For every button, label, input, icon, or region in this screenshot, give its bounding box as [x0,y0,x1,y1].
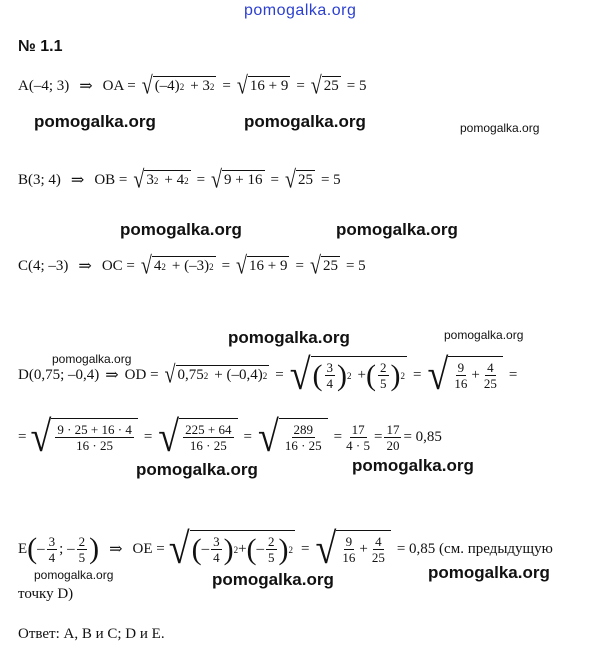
radical-sign: √ [141,72,153,100]
term: (–4) [154,78,180,94]
line-d [18,350,518,400]
paren: ( [191,532,202,566]
sqrt-c1 [140,252,216,280]
denominator: 4 [48,549,56,565]
numerator: 17 [351,421,365,437]
watermark[interactable]: pomogalka.org [460,121,540,135]
radical-sign: √ [284,166,296,194]
problem-number: № 1.1 [18,38,63,55]
equals: = [373,428,383,445]
line-b [18,166,341,194]
watermark[interactable]: pomogalka.org [444,328,524,342]
denominator: 4 [213,550,220,565]
sqrt-d1 [164,361,270,389]
ob-label: OB = [94,171,128,188]
watermark[interactable]: pomogalka.org [228,328,350,347]
separator: ; – [59,540,75,557]
equals: = [295,257,304,274]
implies-arrow: ⇒ [109,541,123,558]
watermark[interactable]: pomogalka.org [120,220,242,239]
denominator: 25 [371,550,385,565]
equals: = [508,366,518,383]
answer: Ответ: A, B и C; D и E. [18,626,165,642]
plus: + [471,367,480,383]
result: = 5 [346,77,367,94]
numerator: 17 [386,421,400,437]
radical-sign: √ [310,72,322,100]
radical-sign: √ [309,252,321,280]
exponent: 2 [184,175,189,186]
equals: = [221,257,231,274]
term: 16 + 9 [249,258,288,274]
implies-arrow: ⇒ [70,172,85,189]
term: + (–3) [171,258,210,274]
implies-arrow: ⇒ [79,78,93,95]
exponent: 2 [400,370,406,381]
minus: – [37,540,45,557]
denominator: 16 [342,550,356,565]
numerator: 3 [213,534,220,549]
equals: = [301,540,310,557]
line-d-continued [18,412,442,462]
paren: ( [27,532,38,565]
exponent: 2 [233,544,239,555]
plus: + [359,541,368,557]
numerator: 3 [48,533,56,549]
denominator: 25 [483,376,497,391]
sqrt-d4 [30,412,137,462]
equals: = [270,171,279,188]
paren: ) [223,532,234,566]
result: = 5 [320,171,341,188]
denominator: 5 [78,549,86,565]
paren: ) [337,358,348,392]
equals: = [296,77,305,94]
exponent: 2 [153,175,159,186]
paren: ( [312,358,323,392]
sqrt-d5 [158,412,237,462]
sqrt-a2 [236,72,290,100]
numerator: 289 [293,422,313,437]
paren: ) [278,532,289,566]
denominator: 16 · 25 [76,438,113,453]
numerator: 9 [457,360,465,375]
oa-label: OA = [102,77,136,94]
result: = 5 [345,257,366,274]
numerator: 225 + 64 [185,422,232,437]
exponent: 2 [262,370,268,381]
equals: = [333,428,343,445]
equals: = [196,171,206,188]
sqrt-a1 [141,72,217,100]
sqrt-d6 [257,412,328,462]
implies-arrow: ⇒ [78,258,92,275]
equals: = [413,366,422,383]
paren: ) [89,532,100,565]
term: 16 + 9 [249,78,289,94]
watermark[interactable]: pomogalka.org [34,568,114,582]
point-e: E [18,540,28,557]
line-c [18,252,366,280]
watermark[interactable]: pomogalka.org [244,112,366,131]
equals: = [18,428,27,445]
exponent: 2 [179,81,185,92]
equals: = [143,428,153,445]
paren: ( [246,532,257,566]
sqrt-c3 [309,252,340,280]
radical-sign: √ [211,166,223,194]
numerator: 2 [380,360,387,375]
equals: = [275,366,284,383]
denominator: 16 [454,376,468,391]
numerator: 2 [268,534,275,549]
oc-label: OC = [101,257,135,274]
denominator: 20 [386,437,400,453]
minus: – [256,541,265,557]
radical-sign: √ [168,524,190,574]
radical-sign: √ [257,412,279,462]
exponent: 2 [161,261,166,272]
watermark[interactable]: pomogalka.org [34,112,156,131]
term: 0,75 [177,367,204,383]
point-b: B(3; 4) [18,171,61,188]
numerator: 9 [345,534,353,549]
numerator: 2 [78,533,86,549]
watermark[interactable]: pomogalka.org [52,352,132,366]
sqrt-d2 [289,350,407,400]
watermark[interactable]: pomogalka.org [428,563,550,582]
denominator: 4 [326,376,334,391]
radical-sign: √ [164,361,176,389]
radical-sign: √ [315,524,337,574]
radical-sign: √ [30,412,52,462]
term: 4 [153,258,162,274]
exponent: 2 [209,81,215,92]
denominator: 16 · 25 [284,438,322,453]
exponent: 2 [347,370,352,381]
top-watermark[interactable]: pomogalka.org [244,2,357,19]
radical-sign: √ [289,350,311,400]
radical-sign: √ [236,72,248,100]
watermark[interactable]: pomogalka.org [136,460,258,479]
numerator: 4 [487,360,494,375]
paren: ( [366,358,377,392]
term: 25 [323,78,339,94]
exponent: 2 [288,544,294,555]
point-c: C(4; –3) [18,257,69,274]
sqrt-b1 [133,166,190,194]
sqrt-b3 [284,166,315,194]
plus: + [238,541,247,557]
radical-sign: √ [158,412,180,462]
line-a [18,72,367,100]
denominator: 5 [380,376,387,391]
sqrt-c2 [236,252,289,280]
result: = 0,85 (см. предыдущую [396,540,553,557]
minus: – [201,541,210,557]
denominator: 4 · 5 [346,437,370,453]
plus: + [357,367,367,383]
point-d: D(0,75; –0,4) [18,366,100,383]
paren: ) [390,358,401,392]
numerator: 3 [326,360,334,375]
term: + 4 [164,172,185,188]
term: + 3 [190,78,210,94]
exponent: 2 [209,261,214,272]
sqrt-e1 [168,524,295,574]
radical-sign: √ [427,350,449,400]
sqrt-e2 [315,524,391,574]
watermark[interactable]: pomogalka.org [336,220,458,239]
term: + (–0,4) [214,367,263,383]
sqrt-a3 [310,72,341,100]
radical-sign: √ [236,252,248,280]
numerator: 9 · 25 + 16 · 4 [57,422,132,437]
watermark[interactable]: pomogalka.org [352,456,474,475]
od-label: OD = [124,366,159,383]
denominator: 16 · 25 [189,438,227,453]
sqrt-d3 [427,350,502,400]
watermark[interactable]: pomogalka.org [212,570,334,589]
term: 25 [322,258,338,274]
implies-arrow: ⇒ [105,367,119,384]
denominator: 5 [268,550,275,565]
exponent: 2 [203,370,209,381]
equals: = [243,428,252,445]
term: 25 [297,172,313,188]
radical-sign: √ [133,166,145,194]
equals: = [222,77,231,94]
point-a: A(–4; 3) [18,77,70,94]
sqrt-b2 [211,166,264,194]
line-e-continued: точку D) [18,586,74,602]
term: 3 [146,172,154,188]
term: 9 + 16 [224,172,263,188]
numerator: 4 [375,534,382,549]
result: = 0,85 [403,428,442,445]
radical-sign: √ [140,252,152,280]
oe-label: OE = [132,540,165,557]
